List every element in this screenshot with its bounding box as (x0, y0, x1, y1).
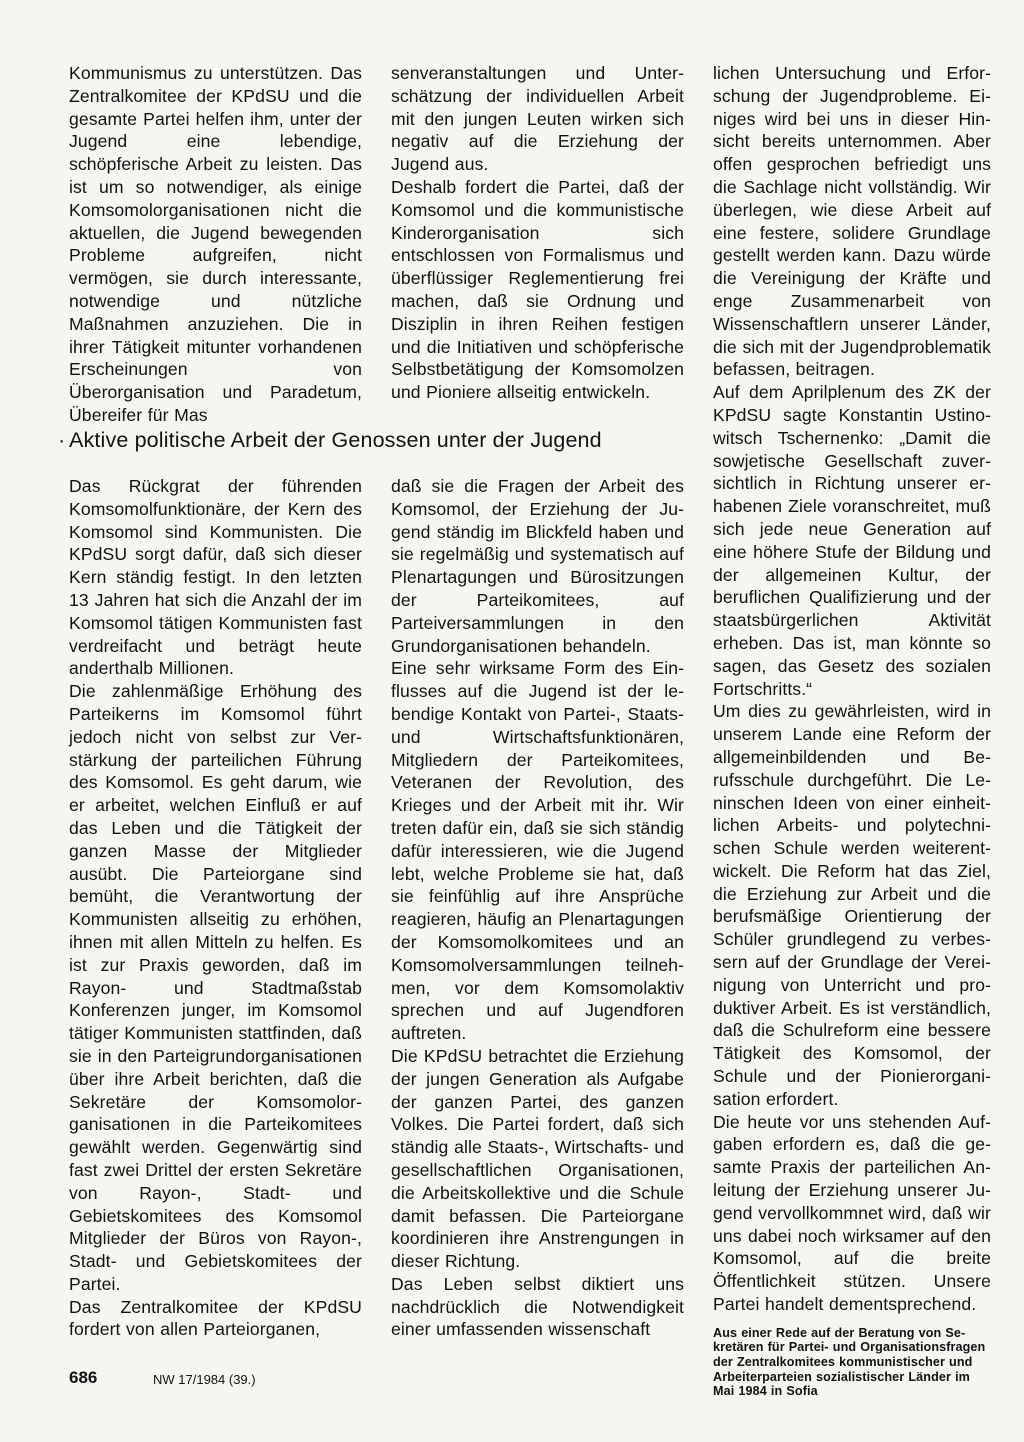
page-number: 686 (69, 1368, 98, 1387)
paragraph: Deshalb fordert die Partei, daß der Komsomol und die kommunistische Kinderorganisation sich entschlossen von Formalismus und überflüssiger Reglementierung frei machen, daß sie Ordnung und Disziplin in ihren Reihen festigen und die Initiativen und schöpferische Selbstbetätigung der Komsomolzen und Pioniere allseitig entwickeln. (391, 176, 684, 403)
paragraph: Das Zentralkomitee der KPdSU fordert von allen Parteiorganen, (69, 1296, 362, 1340)
column-3 (713, 62, 991, 1399)
source-note: Aus einer Rede auf der Beratung von Sekretären für Partei- und Organisationsfragen der Zentralkomitees kommunistischer und Arbeiterparteien sozialistischer Länder im Mai 1984 in Sofia (713, 1325, 986, 1399)
paragraph: Die KPdSU betrachtet die Erziehung der jungen Generation als Aufgabe der ganzen Partei, des ganzen Volkes. Die Partei fordert, daß sich ständig alle Staats-, Wirtschafts- und gesellschaftlichen Organisationen, die Arbeitskollektive und die Schule damit befassen. Die Parteiorgane koordinieren ihre Anstrengungen in dieser Richtung. (391, 1045, 684, 1272)
paragraph: Die heute vor uns stehenden Aufgaben erfordern es, daß die gesamte Praxis der parteilichen Anleitung der Erziehung unserer Jugend vervollkommnet wird, daß wir uns dabei noch wirksamer auf den Komsomol, auf die breite Öffentlichkeit stützen. Unsere Partei handelt dementsprechend. (713, 1111, 991, 1315)
column-1-lower (69, 475, 362, 1341)
heading-mark: · (58, 428, 66, 452)
section-heading-text: Aktive politische Arbeit der Genossen unter der Jugend (69, 428, 602, 452)
issue-label: NW 17/1984 (39.) (153, 1372, 256, 1387)
paragraph: Auf dem Aprilplenum des ZK der KPdSU sagte Konstantin Ustinowitsch Tschernenko: „Damit die sowjetische Gesellschaft zuversichtlich in Richtung unserer erhabenen Ziele voranschreitet, muß sich jede neue Generation auf eine höhere Stufe der Bildung und der allgemeinen Kultur, der beruflichen Qualifizierung und der staatsbürgerlichen Aktivität erheben. Das ist, man könnte so sagen, das Gesetz des sozialen Fortschritts.“ (713, 382, 991, 699)
column-2-lower (391, 475, 684, 1341)
paragraph: senveranstaltungen und Unterschätzung der individuellen Arbeit mit den jungen Leuten wirken sich negativ auf die Erziehung der Jugend aus. (391, 63, 684, 175)
paragraph: Die zahlenmäßige Erhöhung des Parteikerns im Komsomol führt jedoch nicht von selbst zur Verstärkung der parteilichen Führung des Komsomol. Es geht darum, wie er arbeitet, welchen Einfluß er auf das Leben und die Tätigkeit der ganzen Masse der Mitglieder ausübt. Die Parteiorgane sind bemüht, die Verantwortung der Kommunisten allseitig zu erhöhen, ihnen mit allen Mitteln zu helfen. Es ist zur Praxis geworden, daß im Rayon- und Stadtmaßstab Konferenzen junger, im Komsomol tätiger Kommunisten stattfinden, daß sie in den Parteigrundorganisationen über ihre Arbeit berichten, daß die Sekretäre der Komsomolorganisationen in die Parteikomitees gewählt werden. Gegenwärtig sind fast zwei Drittel der ersten Sekretäre von Rayon-, Stadt- und Gebietskomitees des Komsomol Mitglieder der Büros von Rayon-, Stadt- und Gebietskomitees der Partei. (69, 681, 362, 1294)
paragraph: Kommunismus zu unterstützen. Das Zentralkomitee der KPdSU und die gesamte Partei helfen ihm, unter der Jugend eine lebendige, schöpferische Arbeit zu leisten. Das ist um so notwendiger, als einige Komsomolorganisationen nicht die aktuellen, die Jugend bewegenden Probleme aufgreifen, nicht vermögen, sie durch interessante, notwendige und nützliche Maßnahmen anzuziehen. Die in ihrer Tätigkeit mitunter vorhandenen Erscheinungen von Überorganisation und Paradetum, Übereifer für Mas (69, 63, 362, 425)
column-2-top (391, 62, 684, 404)
section-heading (58, 426, 689, 454)
paragraph: Eine sehr wirksame Form des Einflusses auf die Jugend ist der lebendige Kontakt von Partei-, Staats- und Wirtschaftsfunktionären, Mitgliedern der Parteikomitees, Veteranen der Revolution, des Krieges und der Arbeit mit ihr. Wir treten dafür ein, daß sie sich ständig dafür interessieren, wie die Jugend lebt, welche Probleme sie hat, daß sie feinfühlig auf ihre Ansprüche reagieren, häufig an Plenartagungen der Komsomolkomitees und an Komsomolversammlungen teilnehmen, vor dem Komsomolaktiv sprechen und auf Jugendforen auftreten. (391, 658, 684, 1044)
paragraph: Das Rückgrat der führenden Komsomolfunktionäre, der Kern des Komsomol sind Kommunisten. Die KPdSU sorgt dafür, daß sich dieser Kern ständig festigt. In den letzten 13 Jahren hat sich die Anzahl der im Komsomol tätigen Kommunisten fast verdreifacht und beträgt heute anderthalb Millionen. (69, 476, 362, 679)
paragraph: daß sie die Fragen der Arbeit des Komsomol, der Erziehung der Jugend ständig im Blickfeld haben und sie regelmäßig und systematisch auf Plenartagungen und Bürositzungen der Parteikomitees, auf Parteiversammlungen in den Grundorganisationen behandeln. (391, 476, 684, 656)
paragraph: Um dies zu gewährleisten, wird in unserem Lande eine Reform der allgemeinbildenden und Berufsschule durchgeführt. Die Leninschen Ideen von einer einheitlichen Arbeits- und polytechnischen Schule werden weiterentwickelt. Die Reform hat das Ziel, die Erziehung zur Arbeit und die berufsmäßige Orientierung der Schüler grundlegend zu verbessern auf der Grundlage der Vereinigung von Unterricht und produktiver Arbeit. Es ist verständlich, daß die Schulreform eine bessere Tätigkeit des Komsomol, der Schule und der Pionierorganisation erfordert. (713, 701, 991, 1109)
column-1-top (69, 62, 362, 427)
paragraph: Das Leben selbst diktiert uns nachdrücklich die Notwendigkeit einer umfassenden wissenschaft (391, 1273, 684, 1340)
paragraph: lichen Untersuchung und Erforschung der Jugendprobleme. Einiges wird bei uns in dieser Hinsicht bereits unternommen. Aber offen gesprochen befriedigt uns die Sachlage nicht vollständig. Wir überlegen, wie diese Arbeit auf eine festere, solidere Grundlage gestellt werden kann. Dazu würde die Vereinigung der Kräfte und enge Zusammenarbeit von Wissenschaftlern unserer Länder, die sich mit der Jugendproblematik befassen, beitragen. (713, 63, 991, 380)
page-footer (69, 1368, 256, 1388)
